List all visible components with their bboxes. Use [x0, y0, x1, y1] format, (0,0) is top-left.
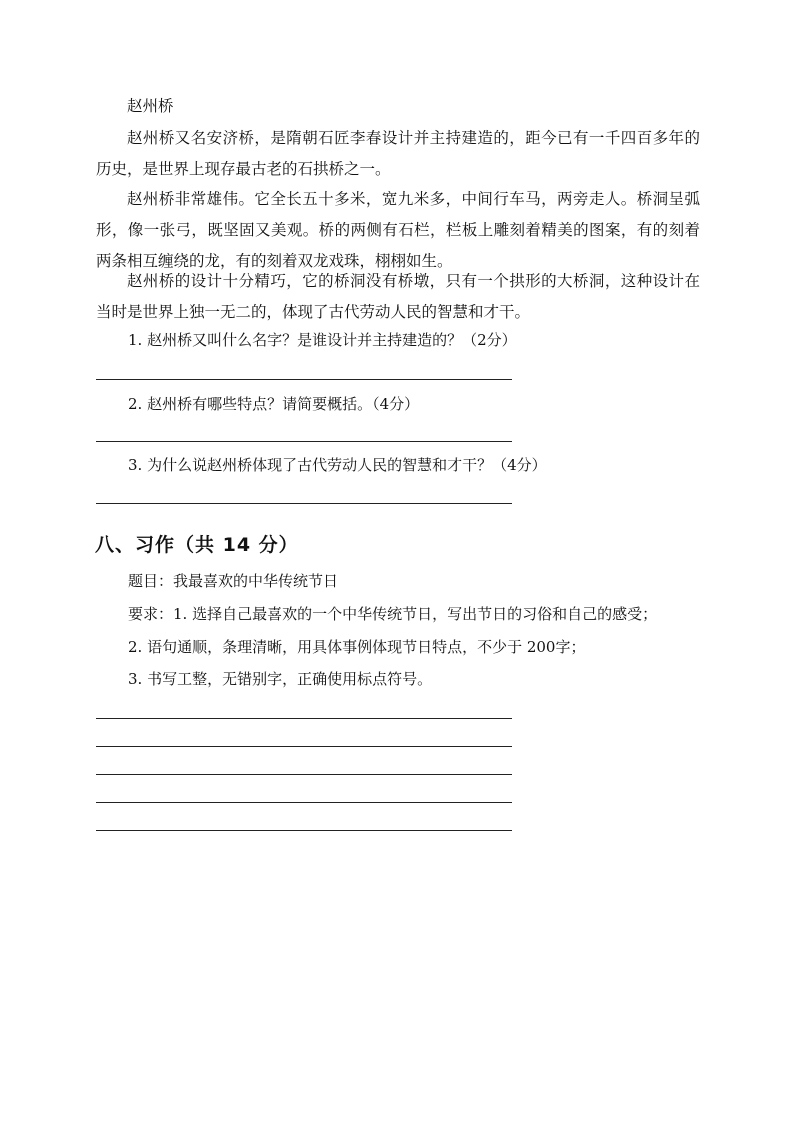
writing-requirement-1: 要求：1. 选择自己最喜欢的一个中华传统节日，写出节日的习俗和自己的感受；: [128, 605, 658, 623]
question-3: 3. 为什么说赵州桥体现了古代劳动人民的智慧和才干？（4分）: [128, 456, 547, 474]
writing-line-3[interactable]: [96, 774, 512, 775]
writing-line-2[interactable]: [96, 746, 512, 747]
answer-line-3[interactable]: [96, 503, 512, 504]
question-1: 1. 赵州桥又叫什么名字？是谁设计并主持建造的？（2分）: [128, 331, 517, 349]
writing-requirement-2: 2. 语句通顺，条理清晰，用具体事例体现节日特点，不少于 200字；: [128, 638, 586, 656]
writing-requirement-3: 3. 书写工整，无错别字，正确使用标点符号。: [128, 670, 433, 688]
section-heading-writing: 八、习作（共 14 分）: [95, 534, 299, 556]
passage-title: 赵州桥: [127, 97, 174, 115]
answer-line-1[interactable]: [96, 379, 512, 380]
passage-paragraph-2: 赵州桥非常雄伟。它全长五十多米，宽九米多，中间行车马，两旁走人。桥洞呈弧形，像一张弓，既坚固又美观。桥的两侧有石栏，栏板上雕刻着精美的图案，有的刻着两条相互缠绕的龙，有的刻着双龙戏珠，栩栩如生。: [96, 190, 700, 270]
writing-line-5[interactable]: [96, 830, 512, 831]
writing-topic: 题目：我最喜欢的中华传统节日: [128, 572, 339, 590]
writing-line-4[interactable]: [96, 802, 512, 803]
question-2: 2. 赵州桥有哪些特点？请简要概括。（4分）: [128, 395, 420, 413]
answer-line-2[interactable]: [96, 441, 512, 442]
writing-line-1[interactable]: [96, 718, 512, 719]
passage-paragraph-3: 赵州桥的设计十分精巧，它的桥洞没有桥墩，只有一个拱形的大桥洞，这种设计在当时是世界上独一无二的，体现了古代劳动人民的智慧和才干。: [96, 272, 700, 321]
passage-paragraph-1: 赵州桥又名安济桥，是隋朝石匠李春设计并主持建造的，距今已有一千四百多年的历史，是世界上现存最古老的石拱桥之一。: [96, 129, 700, 178]
